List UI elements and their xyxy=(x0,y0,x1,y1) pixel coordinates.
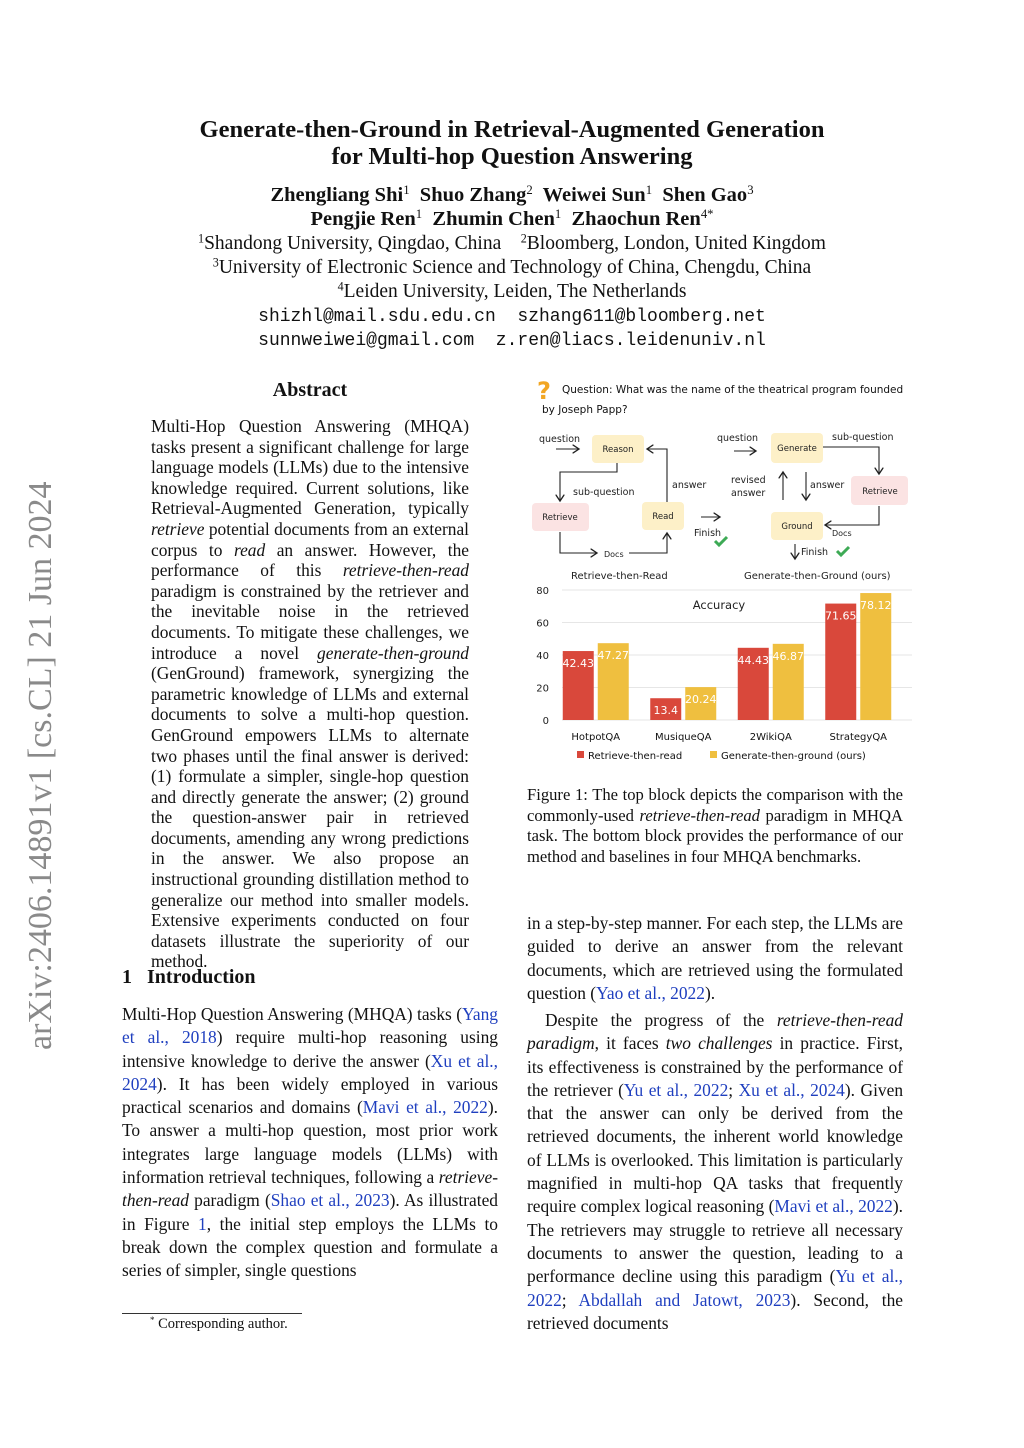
text-run: (GenGround) framework, synergizing the parametric knowledge of LLMs and external documents to solve a multi-hop question. GenGround empowers LLMs to alternate two phases until the final answer is derived: (1) formulate a simpler, single-hop question and directly generate the answer; (2) ground the question-answer pair in retrieved documents, amending any wrong predictions in the answer. We also propose an instructional grounding distillation method to generalize our method into smaller models. Extensive experiments conducted on four datasets illustrate the superiority of our method. xyxy=(151,663,469,972)
arxiv-watermark: arXiv:2406.14891v1 [cs.CL] 21 Jun 2024 xyxy=(22,481,59,1050)
text-run: Multi-Hop Question Answering (MHQA) tasks present a significant challenge for large language models (LLMs) due to the intensive knowledge required. Current solutions, like Retrieval-Augmented Generation, typically xyxy=(151,416,469,519)
label-ground: Ground xyxy=(781,522,813,532)
citation-link[interactable]: Yu et al., 2022 xyxy=(623,1079,729,1100)
section-number: 1 xyxy=(122,966,132,988)
italic-text: retrieve-then-read xyxy=(122,1167,498,1211)
x-tick-label: StrategyQA xyxy=(829,732,888,743)
email: z.ren@liacs.leidenuniv.nl xyxy=(495,331,766,351)
data-label: 13.4 xyxy=(653,704,678,718)
text-run: Multi-Hop Question Answering (MHQA) tasks ( xyxy=(122,1004,463,1024)
label-retrieve: Retrieve xyxy=(542,513,578,523)
text-run: paradigm in MHQA task. The bottom block provides the performance of our method and baselines in four MHQA benchmarks. xyxy=(527,805,903,866)
label-answer: answer xyxy=(672,480,707,491)
data-label: 78.12 xyxy=(860,599,892,613)
italic-text: generate-then-ground xyxy=(317,642,469,663)
citation-link[interactable]: Yu et al., 2022 xyxy=(527,1266,903,1310)
text-run: , the initial step employs the LLMs to break down the complex question and formulate a series of simpler, single questions xyxy=(122,1213,498,1281)
legend-label: Retrieve-then-read xyxy=(588,751,683,762)
footnote-text: Corresponding author. xyxy=(158,1316,288,1332)
data-label: 20.24 xyxy=(685,693,717,707)
italic-text: retrieve-then-read paradigm xyxy=(527,1010,903,1054)
email: shizhl@mail.sdu.edu.cn xyxy=(258,307,496,327)
intro-paragraph xyxy=(527,1009,903,1335)
citation-link[interactable]: Xu et al., 2024 xyxy=(738,1079,845,1100)
affiliation: Shandong University, Qingdao, China xyxy=(204,233,502,254)
y-tick-label: 60 xyxy=(536,618,549,630)
citation-link[interactable]: Abdallah and Jatowt, 2023 xyxy=(578,1289,791,1310)
email: szhang611@bloomberg.net xyxy=(517,307,766,327)
y-tick-label: 40 xyxy=(536,651,549,662)
label-docs: Docs xyxy=(832,529,852,538)
emails xyxy=(0,305,1024,353)
email: sunnweiwei@gmail.com xyxy=(258,331,475,351)
author-line xyxy=(0,183,1024,207)
author: Zhaochun Ren$^{4*}$ xyxy=(571,207,714,230)
section-title: Introduction xyxy=(147,966,256,988)
affiliation: University of Electronic Science and Technology of China, Chengdu, China xyxy=(218,257,812,278)
author: Shen Gao$^3$ xyxy=(662,183,754,206)
text-run: ). xyxy=(704,982,716,1003)
text-run: ). To answer a multi-hop question, most prior work integrates large language models (LLMs) with information retrieval techniques, following a xyxy=(122,1097,498,1188)
text-run: ; xyxy=(728,1079,739,1100)
citation-link[interactable]: Mavi et al., 2022 xyxy=(362,1097,488,1118)
citation-link[interactable]: Yang et al., 2018 xyxy=(122,1004,498,1048)
citation-link[interactable]: Shao et al., 2023 xyxy=(270,1190,390,1211)
footnote-rule xyxy=(122,1313,302,1314)
italic-text: retrieve-then-read xyxy=(639,805,760,825)
y-tick-label: 20 xyxy=(536,683,549,695)
affiliation-line: $^4$Leiden University, Leiden, The Netherlands xyxy=(337,279,687,302)
email-line xyxy=(0,329,1024,353)
text-run: ). It has been widely employed in various practical scenarios and domains ( xyxy=(122,1073,498,1118)
author: Zhumin Chen$^1$ xyxy=(432,207,562,230)
italic-text: retrieve-then-read xyxy=(342,560,469,581)
author: Pengjie Ren$^1$ xyxy=(310,207,423,230)
data-label: 47.27 xyxy=(597,649,629,663)
text-run: ; xyxy=(561,1289,579,1310)
text-run: ). Second, the retrieved documents xyxy=(527,1289,904,1333)
check-icon xyxy=(837,547,849,555)
text-run: in practice. First, its effectiveness is constrained by the performance of the retriever ( xyxy=(527,1033,903,1100)
footnote xyxy=(150,1316,288,1333)
title-line: for Multi-hop Question Answering xyxy=(331,143,693,170)
citation-link[interactable]: Xu et al., 2024 xyxy=(122,1050,498,1094)
abstract-body xyxy=(151,416,469,972)
label-revised: revised xyxy=(731,475,766,486)
footnote-mark: * xyxy=(150,1315,155,1326)
chart-title: Accuracy xyxy=(692,598,746,612)
text-run: ). Given that the answer can only be derived from the retrieved documents, the inherent world knowledge of LLMs is overlooked. This limitation is particularly magnified in multi-hop QA tasks that frequently require complex logical reasoning ( xyxy=(527,1079,904,1217)
text-run: ). The retrievers may struggle to retrieve all necessary documents to answer the question, leading to a performance decline using this paradigm ( xyxy=(527,1196,903,1287)
affiliation: Bloomberg, London, United Kingdom xyxy=(526,233,826,254)
text-run: an answer. However, the performance of this xyxy=(151,539,469,581)
label-docs: Docs xyxy=(604,550,624,559)
intro-paragraph xyxy=(527,912,903,1005)
label-gtg: Generate-then-Ground (ours) xyxy=(744,571,891,582)
text-run: in a step-by-step manner. For each step, the LLMs are guided to derive an answer from the relevant documents, which are retrieved using the formulated question ( xyxy=(527,913,903,1003)
title-line: Generate-then-Ground in Retrieval-Augmented Generation xyxy=(199,116,825,143)
author: Shuo Zhang$^2$ xyxy=(419,183,533,206)
affiliation-line: $^1$Shandong University, Qingdao, China $^2$Bloomberg, London, United Kingdom xyxy=(198,231,826,254)
author-line xyxy=(0,207,1024,231)
figure-question: Question: What was the name of the theatrical program founded xyxy=(562,384,904,396)
label-revised-answer: answer xyxy=(731,488,766,499)
label-finish: Finish xyxy=(694,528,722,539)
legend-swatch xyxy=(577,751,584,758)
label-subq: sub-question xyxy=(573,487,635,498)
label-reason: Reason xyxy=(602,445,634,455)
text-run: Figure 1: The top block depicts the comparison with the commonly-used xyxy=(527,785,903,825)
affiliation: Leiden University, Leiden, The Netherlands xyxy=(343,281,687,302)
text-run: , it faces xyxy=(594,1033,666,1054)
label-read: Read xyxy=(652,512,674,522)
y-tick-label: 0 xyxy=(542,716,549,727)
citation-link[interactable]: Yao et al., 2022 xyxy=(596,982,705,1003)
x-tick-label: HotpotQA xyxy=(571,732,621,743)
text-run: ) require multi-hop reasoning using intensive knowledge to derive the answer ( xyxy=(122,1027,498,1071)
text-run: ). As illustrated in Figure xyxy=(122,1190,499,1234)
data-label: 71.65 xyxy=(825,609,857,623)
label-question: question xyxy=(539,434,581,445)
accuracy-chart xyxy=(527,580,917,770)
intro-heading xyxy=(122,966,256,989)
text-run: paradigm is constrained by the retriever and the inevitable noise in the retrieved documents. To mitigate these challenges, we introduce a novel xyxy=(151,580,469,663)
paper-title xyxy=(0,116,1024,170)
figure-caption xyxy=(527,785,903,867)
x-tick-label: MusiqueQA xyxy=(654,732,712,743)
citation-link[interactable]: 1 xyxy=(198,1213,207,1234)
bar xyxy=(860,593,891,720)
authors xyxy=(0,183,1024,231)
figure-question-cont: by Joseph Papp? xyxy=(542,404,628,416)
affiliations xyxy=(0,232,1024,304)
legend-label: Generate-then-ground (ours) xyxy=(721,751,866,762)
italic-text: retrieve xyxy=(151,518,205,539)
email-line xyxy=(0,305,1024,329)
author: Zhengliang Shi$^1$ xyxy=(270,183,410,206)
label-rtr: Retrieve-then-Read xyxy=(571,571,668,582)
svg-text:?: ? xyxy=(537,377,551,405)
data-label: 44.43 xyxy=(737,653,769,667)
italic-text: two challenges xyxy=(665,1033,773,1054)
data-label: 42.43 xyxy=(562,657,594,671)
label-retrieve: Retrieve xyxy=(862,487,898,497)
legend-swatch xyxy=(710,751,717,758)
label-subq: sub-question xyxy=(832,432,894,443)
x-tick-label: 2WikiQA xyxy=(749,732,792,743)
label-finish: Finish xyxy=(801,547,829,558)
data-label: 46.87 xyxy=(772,649,804,663)
label-answer: answer xyxy=(810,480,845,491)
italic-text: read xyxy=(233,539,266,560)
author: Weiwei Sun$^1$ xyxy=(542,183,653,206)
question-mark-icon xyxy=(537,377,551,405)
affiliation-line: $^3$University of Electronic Science and Technology of China, Chengdu, China xyxy=(212,255,812,278)
text-run: paradigm ( xyxy=(188,1190,271,1211)
text-run: potential documents from an external corpus to xyxy=(151,518,469,560)
citation-link[interactable]: Mavi et al., 2022 xyxy=(774,1196,893,1217)
y-tick-label: 80 xyxy=(536,586,549,597)
intro-paragraph xyxy=(122,1003,498,1283)
label-question: question xyxy=(717,433,759,444)
abstract-heading: Abstract xyxy=(272,379,348,401)
label-generate: Generate xyxy=(777,444,817,454)
text-run: Despite the progress of the xyxy=(545,1010,777,1030)
method-diagram xyxy=(527,375,917,585)
